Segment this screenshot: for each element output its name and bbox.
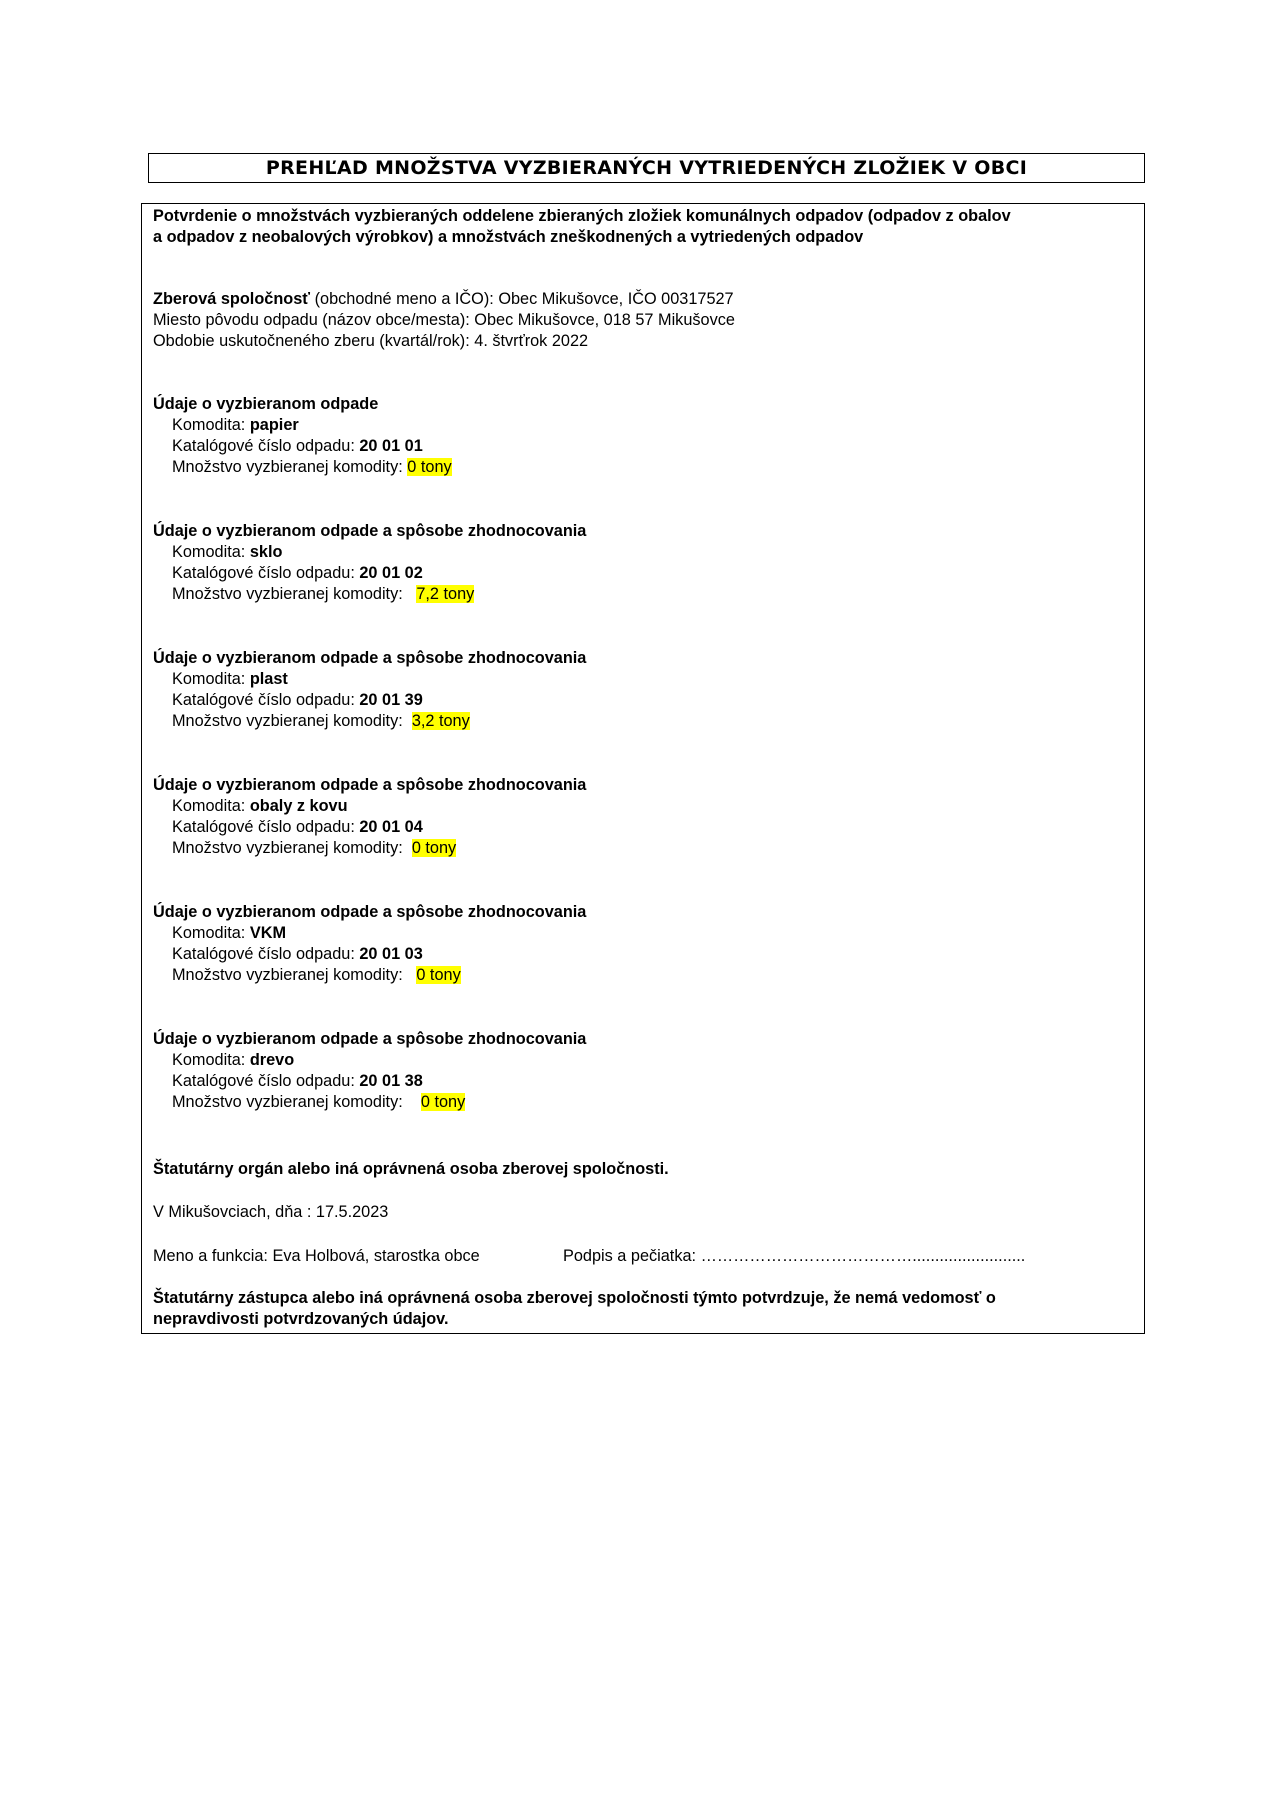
catalog-code: 20 01 01 — [359, 437, 423, 455]
commodity-label: Komodita: — [172, 924, 250, 942]
commodity-value: sklo — [249, 543, 283, 561]
catalog-line — [172, 944, 423, 965]
commodity-line — [172, 796, 348, 817]
catalog-label: Katalógové číslo odpadu: — [172, 437, 360, 455]
commodity-value: VKM — [249, 924, 287, 942]
amount-label: Množstvo vyzbieranej komodity: — [172, 839, 408, 857]
catalog-label: Katalógové číslo odpadu: — [172, 1072, 360, 1090]
name-function: Meno a funkcia: Eva Holbová, starostka obce — [153, 1247, 480, 1265]
company-label: Zberová spoločnosť — [153, 290, 311, 308]
commodity-line — [172, 923, 286, 944]
company-value: (obchodné meno a IČO): Obec Mikušovce, IČO 00317527 — [310, 290, 734, 308]
catalog-label: Katalógové číslo odpadu: — [172, 691, 360, 709]
commodity-value: papier — [249, 416, 299, 434]
commodity-value: obaly z kovu — [249, 797, 348, 815]
amount-number: 0 — [420, 1093, 430, 1111]
amount-label: Množstvo vyzbieranej komodity: — [172, 712, 408, 730]
catalog-label: Katalógové číslo odpadu: — [172, 945, 360, 963]
section-heading: Údaje o vyzbieranom odpade a spôsobe zhodnocovania — [153, 522, 587, 540]
amount-unit: tony — [438, 585, 475, 603]
amount-number: 0 — [416, 966, 426, 984]
section-heading: Údaje o vyzbieranom odpade a spôsobe zhodnocovania — [153, 649, 587, 667]
title-box — [148, 153, 1145, 183]
catalog-code: 20 01 38 — [359, 1072, 423, 1090]
amount-line — [172, 965, 461, 986]
catalog-code: 20 01 02 — [359, 564, 423, 582]
catalog-line — [172, 690, 423, 711]
amount-line — [172, 584, 474, 605]
commodity-line — [172, 542, 282, 563]
commodity-label: Komodita: — [172, 543, 250, 561]
amount-unit: tony — [416, 458, 452, 476]
amount-unit: tony — [425, 966, 461, 984]
confirmation-line-1: Štatutárny zástupca alebo iná oprávnená osoba zberovej spoločnosti týmto potvrdzuje, že nemá vedomosť o — [153, 1289, 996, 1307]
commodity-line — [172, 669, 288, 690]
amount-number: 0 — [407, 458, 417, 476]
amount-line — [172, 1092, 465, 1113]
company-line — [153, 289, 734, 310]
catalog-label: Katalógové číslo odpadu: — [172, 818, 360, 836]
commodity-label: Komodita: — [172, 416, 250, 434]
amount-label: Množstvo vyzbieranej komodity: — [172, 458, 408, 476]
amount-line — [172, 711, 470, 732]
amount-number: 0 — [411, 839, 421, 857]
amount-line — [172, 838, 456, 859]
amount-label: Množstvo vyzbieranej komodity: — [172, 966, 408, 984]
commodity-value: drevo — [249, 1051, 295, 1069]
document-title: PREHĽAD MNOŽSTVA VYZBIERANÝCH VYTRIEDENÝCH ZLOŽIEK V OBCI — [265, 157, 1028, 179]
amount-label: Množstvo vyzbieranej komodity: — [172, 585, 408, 603]
catalog-line — [172, 563, 423, 584]
section-heading: Údaje o vyzbieranom odpade — [153, 395, 379, 413]
amount-number: 3,2 — [411, 712, 435, 730]
commodity-line — [172, 415, 299, 436]
section-heading: Údaje o vyzbieranom odpade a spôsobe zhodnocovania — [153, 903, 587, 921]
place-date: V Mikušovciach, dňa : 17.5.2023 — [153, 1203, 389, 1221]
origin-line: Miesto pôvodu odpadu (názov obce/mesta): Obec Mikušovce, 018 57 Mikušovce — [153, 311, 735, 329]
amount-unit: tony — [434, 712, 470, 730]
commodity-label: Komodita: — [172, 797, 250, 815]
section-heading: Údaje o vyzbieranom odpade a spôsobe zhodnocovania — [153, 1030, 587, 1048]
catalog-line — [172, 817, 423, 838]
confirmation-line-2: nepravdivosti potvrdzovaných údajov. — [153, 1310, 449, 1328]
catalog-code: 20 01 03 — [359, 945, 423, 963]
signature-line: Podpis a pečiatka: …………………………………......................... — [563, 1247, 1026, 1265]
catalog-code: 20 01 39 — [359, 691, 423, 709]
amount-unit: tony — [429, 1093, 466, 1111]
commodity-label: Komodita: — [172, 1051, 250, 1069]
amount-unit: tony — [420, 839, 457, 857]
commodity-value: plast — [249, 670, 288, 688]
catalog-code: 20 01 04 — [359, 818, 423, 836]
commodity-line — [172, 1050, 294, 1071]
section-heading: Údaje o vyzbieranom odpade a spôsobe zhodnocovania — [153, 776, 587, 794]
intro-line-1: Potvrdenie o množstvách vyzbieraných oddelene zbieraných zložiek komunálnych odpadov (odpadov z obalov — [153, 207, 1011, 225]
amount-line — [172, 457, 452, 478]
statutory-heading: Štatutárny orgán alebo iná oprávnená osoba zberovej spoločnosti. — [153, 1160, 669, 1178]
intro-line-2: a odpadov z neobalových výrobkov) a množstvách zneškodnených a vytriedených odpadov — [153, 228, 864, 246]
catalog-line — [172, 1071, 423, 1092]
catalog-label: Katalógové číslo odpadu: — [172, 564, 360, 582]
amount-label: Množstvo vyzbieranej komodity: — [172, 1093, 408, 1111]
commodity-label: Komodita: — [172, 670, 250, 688]
catalog-line — [172, 436, 423, 457]
period-line: Obdobie uskutočneného zberu (kvartál/rok): 4. štvrťrok 2022 — [153, 332, 589, 350]
amount-number: 7,2 — [416, 585, 439, 603]
